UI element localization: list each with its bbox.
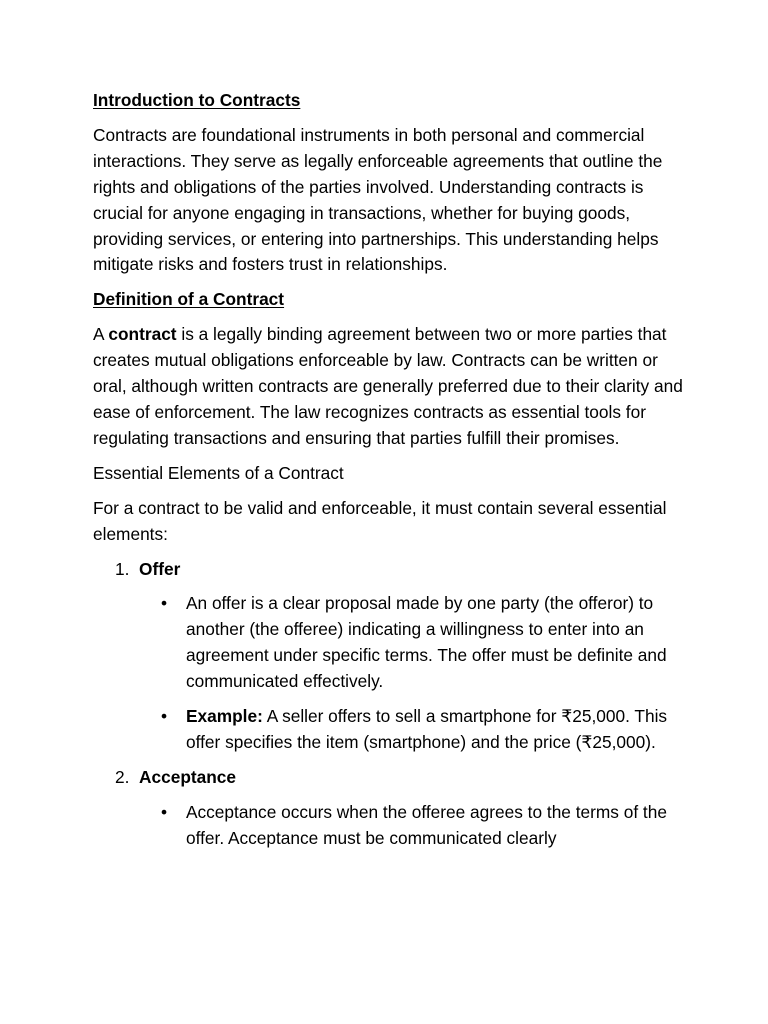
bullet-text: Acceptance occurs when the offeree agrees to the terms of the offer. Acceptance must be communicated clearly (186, 801, 667, 848)
definition-paragraph (93, 322, 683, 452)
bullet-label: Example: (186, 706, 263, 727)
intro-paragraph: Contracts are foundational instruments in both personal and commercial interactions. They serve as legally enforceable agreements that outline the rights and obligations of the parties involved. Understanding contracts is crucial for anyone engaging in transactions, whether for buying goods, providing services, or entering into partnerships. This understanding helps mitigate risks and fosters trust in relationships. (93, 124, 663, 275)
list-item-title: Acceptance (139, 766, 237, 787)
bullet-item (93, 800, 683, 852)
definition-heading: Definition of a Contract (93, 289, 285, 310)
acceptance-bullets (93, 800, 683, 852)
list-item-number: 2. (115, 766, 130, 787)
intro-heading: Introduction to Contracts (93, 90, 301, 110)
offer-bullets (93, 591, 683, 755)
bullet-item (93, 704, 683, 756)
elements-intro: For a contract to be valid and enforceable, it must contain several essential elements: (93, 497, 667, 544)
definition-lead: A (93, 324, 109, 345)
bullet-icon: • (161, 593, 168, 614)
bullet-text: A seller offers to sell a smartphone for ₹25,000. This offer specifies the item (smartphone) and the price (₹25,000). (186, 706, 668, 752)
list-item-offer (93, 557, 683, 583)
bullet-text: An offer is a clear proposal made by one party (the offeror) to another (the offeree) indicating a willingness to enter into an agreement under specific terms. The offer must be definite and communicated effectively. (186, 593, 667, 692)
definition-text: is a legally binding agreement between two or more parties that creates mutual obligations enforceable by law. Contracts can be written or oral, although written contracts are generally preferred due to their clarity and ease of enforcement. The law recognizes contracts as essential tools for regulating transactions and ensuring that parties fulfill their promises. (93, 324, 683, 448)
list-item-number: 1. (115, 558, 130, 579)
bullet-icon: • (161, 801, 168, 822)
list-item-acceptance (93, 765, 683, 791)
document-page (93, 88, 683, 861)
bullet-item (93, 591, 683, 695)
list-item-title: Offer (139, 558, 181, 579)
elements-heading: Essential Elements of a Contract (93, 462, 344, 483)
bullet-icon: • (161, 706, 168, 727)
definition-term: contract (108, 324, 177, 345)
